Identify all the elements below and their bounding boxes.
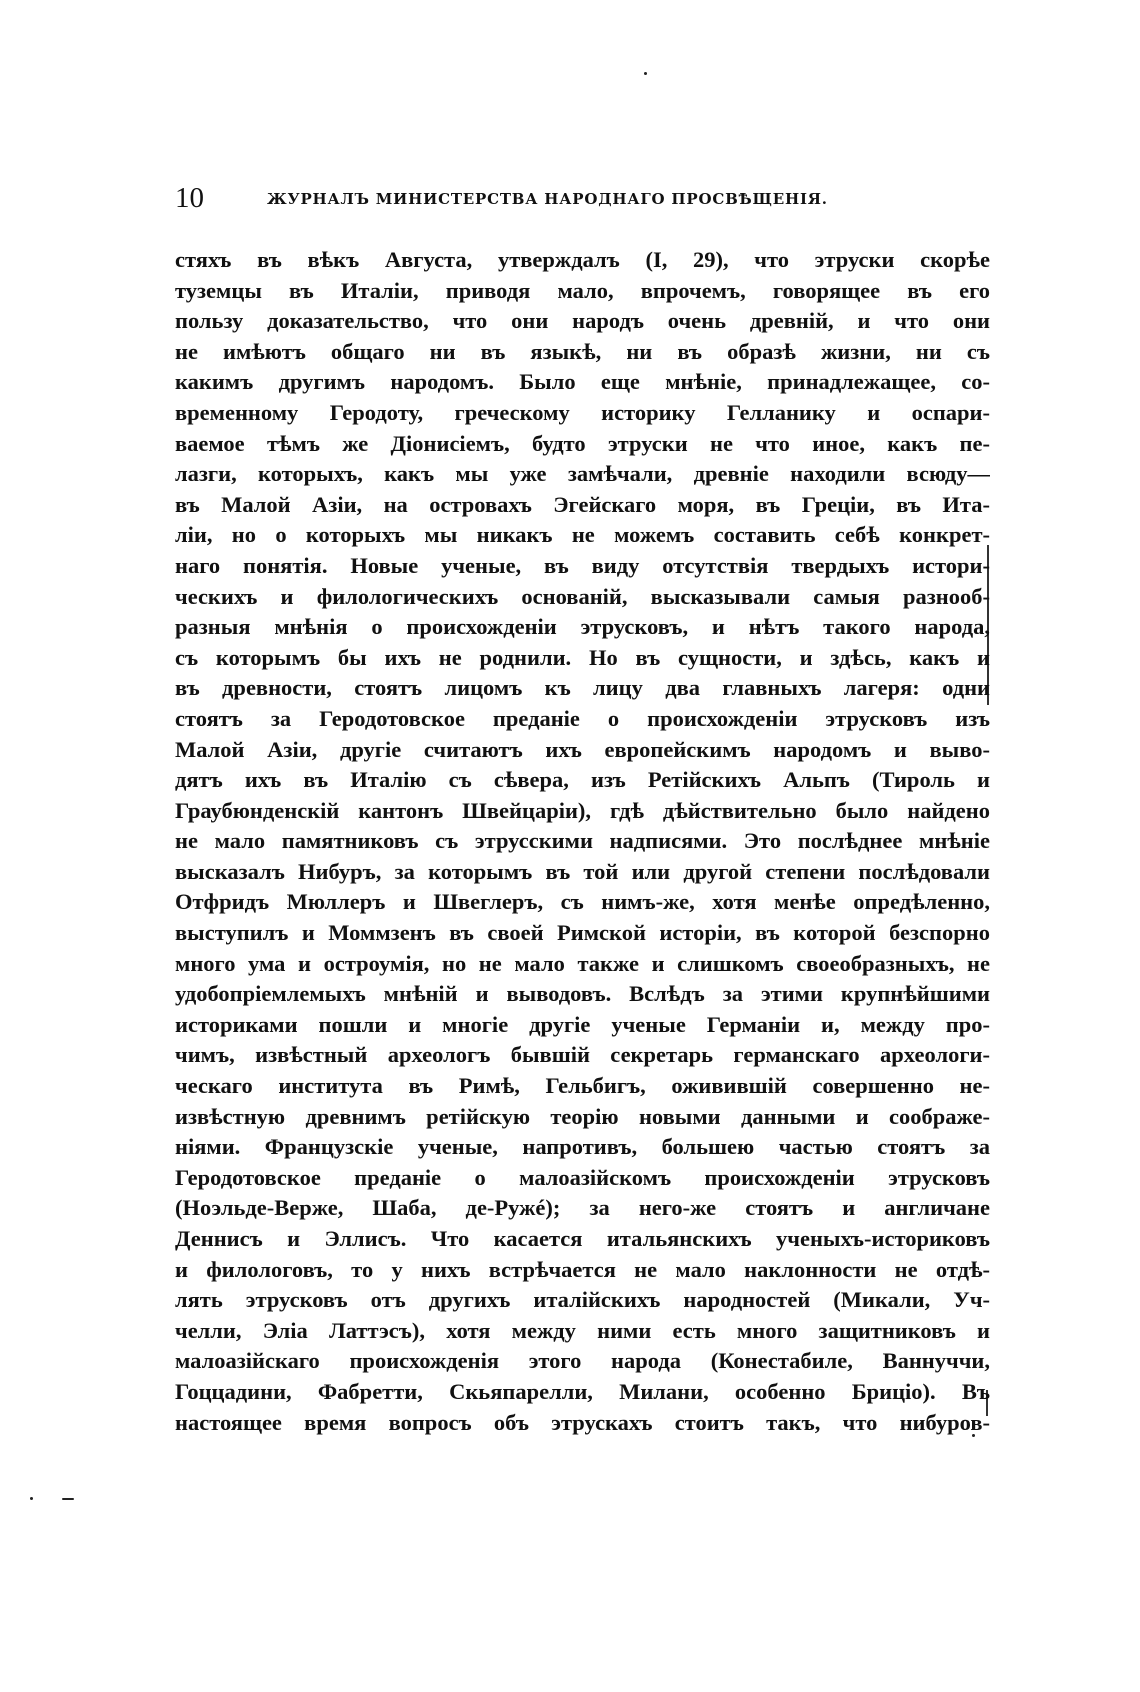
text-line: туземцы въ Италіи, приводя мало, впрочемъ, говорящее въ его [175,277,990,303]
text-line: высказалъ Нибуръ, за которымъ въ той или другой степени послѣдовали [175,858,990,884]
text-line: Гоццадини, Фабретти, Скьяпарелли, Милани, особенно Бриціо). Въ [175,1378,990,1404]
text-line: пользу доказательство, что они народъ очень древній, и что они [175,308,990,334]
running-head: ЖУРНАЛЪ МИНИСТЕРСТВА НАРОДНАГО ПРОСВѢЩЕНІЯ. [267,190,828,208]
text-line: ніями. Французскіе ученые, напротивъ, большею частью стоятъ за [175,1134,990,1160]
text-line: Отфридъ Мюллеръ и Швеглеръ, съ нимъ-же, хотя менѣе опредѣленно, [175,889,990,915]
text-line: Граубюнденскій кантонъ Швейцаріи), гдѣ дѣйствительно было найдено [175,797,990,823]
text-line: историками пошли и многіе другіе ученые Германіи и, между про- [175,1011,990,1037]
text-line: челли, Эліа Латтэсъ), хотя между ними есть много защитниковъ и [175,1317,990,1343]
text-line: не мало памятниковъ съ этрусскими надписями. Это послѣднее мнѣніе [175,828,990,854]
text-line: лять этрусковъ отъ другихъ италійскихъ народностей (Микали, Уч- [175,1287,990,1313]
text-line: лазги, которыхъ, какъ мы уже замѣчали, древніе находили всюду— [175,461,990,487]
text-line: выступилъ и Моммзенъ въ своей Римской исторіи, въ которой безспорно [175,920,990,946]
page-number: 10 [175,182,204,214]
text-line: стяхъ въ вѣкъ Августа, утверждалъ (I, 29), что этруски скорѣе [175,247,990,272]
scan-speck-bottom-left-dash [62,1498,74,1500]
text-line: разныя мнѣнія о происхожденіи этрусковъ, и нѣтъ такого народа, [175,614,990,640]
text-line: удобопріемлемыхъ мнѣній и выводовъ. Вслѣдъ за этими крупнѣйшими [175,981,990,1007]
text-line: извѣстную древнимъ ретійскую теорію новыми данными и соображе- [175,1103,990,1129]
text-line: ліи, но о которыхъ мы никакъ не можемъ составить себѣ конкрет- [175,522,990,548]
text-line: въ древности, стоятъ лицомъ къ лицу два главныхъ лагеря: одни [175,675,990,701]
text-line: много ума и остроумія, но не мало также и слишкомъ своеобразныхъ, не [175,950,990,976]
scan-speck-bottom-left [30,1497,33,1500]
page-header [175,183,995,213]
text-line: Геродотовское преданіе о малоазійскомъ происхожденіи этрусковъ [175,1164,990,1190]
scan-speck-top [644,72,647,75]
text-line: дятъ ихъ въ Италію съ сѣвера, изъ Ретійскихъ Альпъ (Тироль и [175,767,990,793]
text-line: Малой Азіи, другіе считаютъ ихъ европейскимъ народомъ и выво- [175,736,990,762]
text-line: какимъ другимъ народомъ. Было еще мнѣніе, принадлежащее, со- [175,369,990,395]
text-line: временному Геродоту, греческому историку Гелланику и оспари- [175,399,990,425]
text-line: (Ноэльде-Верже, Шаба, де-Ружé); за него-же стоятъ и англичане [175,1195,990,1221]
text-line: не имѣютъ общаго ни въ языкѣ, ни въ образѣ жизни, ни съ [175,338,990,364]
text-line: ваемое тѣмъ же Діонисіемъ, будто этруски не что иное, какъ пе- [175,430,990,456]
text-line: чимъ, извѣстный археологъ бывшій секретарь германскаго археологи- [175,1042,990,1068]
text-line: ческихъ и филологическихъ основаній, высказывали самыя разнооб- [175,583,990,609]
body-text [175,245,990,1438]
text-line: ческаго института въ Римѣ, Гельбигъ, оживившій совершенно не- [175,1073,990,1099]
text-line: настоящее время вопросъ объ этрускахъ стоитъ такъ, что нибуров- [175,1409,990,1435]
text-line: стоятъ за Геродотовское преданіе о происхожденіи этрусковъ изъ [175,705,990,731]
text-line: Деннисъ и Эллисъ. Что касается итальянскихъ ученыхъ-историковъ [175,1226,990,1251]
text-line: малоазійскаго происхожденія этого народа (Конестабиле, Ваннуччи, [175,1348,990,1374]
text-line: въ Малой Азіи, на островахъ Эгейскаго моря, въ Греціи, въ Ита- [175,491,990,517]
text-line: съ которымъ бы ихъ не роднили. Но въ сущности, и здѣсь, какъ и [175,644,990,670]
text-line: наго понятія. Новые ученые, въ виду отсутствія твердыхъ истори- [175,552,990,578]
text-line: и филологовъ, то у нихъ встрѣчается не мало наклонности не отдѣ- [175,1256,990,1282]
